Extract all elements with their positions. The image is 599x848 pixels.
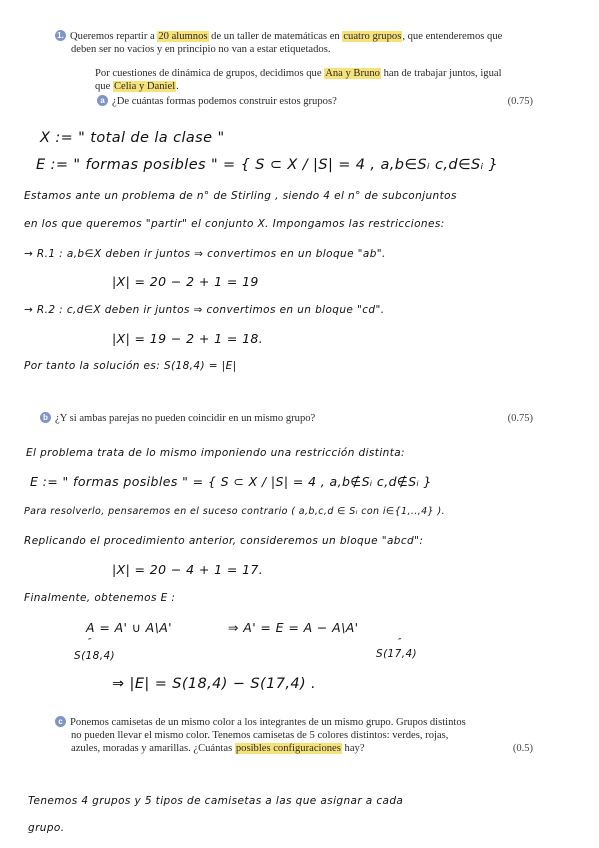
answer-b-line-1: El problema trata de lo mismo imponiendo una restricción distinta: [26,447,405,459]
answer-b-line-8a: S(18,4) [74,650,116,662]
answer-b-line-6: Finalmente, obtenemos E : [24,592,176,604]
answer-a-line-7: → R.2 : c,d∈X deben ir juntos ⇒ convertimos en un bloque "cd". [24,304,385,316]
subquestion-b-badge: b [40,412,51,423]
subquestion-a-text: ¿De cuántas formas podemos construir estos grupos? [112,96,337,107]
question-1-line-2: deben ser no vacíos y en principio no van a estar etiquetados. [71,44,331,55]
q1-text-b: de un taller de matemáticas en [208,31,343,42]
subquestion-b [40,412,315,425]
answer-b-line-8b: S(17,4) [376,648,418,660]
subquestion-a-points: (0.75) [507,96,533,107]
answer-b-line-3: Para resolverlo, pensaremos en el suceso contrario ( a,b,c,d ∈ Sᵢ con i∈{1,..,4} ). [24,506,446,517]
highlight-ana-y-bruno: Ana y Bruno [325,68,380,79]
subquestion-b-points: (0.75) [507,413,533,424]
q1-p2-text-a: Por cuestiones de dinámica de grupos, decidimos que [95,68,325,79]
answer-b-line-9: ⇒ |E| = S(18,4) − S(17,4) . [112,676,317,692]
equality-mark-left: ″ [88,637,92,648]
answer-a-line-1: X := " total de la clase " [40,130,225,146]
answer-c-line-1: Tenemos 4 grupos y 5 tipos de camisetas a las que asignar a cada [28,795,404,807]
answer-a-line-9: Por tanto la solución es: S(18,4) = |E| [24,360,237,372]
equality-mark-right: ″ [398,637,402,648]
subquestion-a-badge: a [97,95,108,106]
highlight-cuatro-grupos: cuatro grupos [343,31,402,42]
answer-a-line-8: |X| = 19 − 2 + 1 = 18. [112,331,264,346]
subquestion-c-line-1 [55,716,466,729]
answer-a-line-5: → R.1 : a,b∈X deben ir juntos ⇒ convertimos en un bloque "ab". [24,248,386,260]
question-1-paragraph-2-line-1 [95,67,545,80]
highlight-celia-y-daniel: Celia y Daniel [113,81,176,92]
subquestion-c-points: (0.5) [512,743,533,754]
q1-text-c: , que entenderemos que [402,31,503,42]
question-1-line-1 [55,30,545,43]
subquestion-a [97,95,337,108]
highlight-posibles-configuraciones: posibles configuraciones [235,743,341,754]
highlight-20-alumnos: 20 alumnos [158,31,208,42]
subquestion-c-text-3b: hay? [341,743,365,754]
answer-a-line-2: E := " formas posibles " = { S ⊂ X / |S| = 4 , a,b∈Sᵢ c,d∈Sᵢ } [36,157,499,173]
subquestion-c-text-1: Ponemos camisetas de un mismo color a los integrantes de un mismo grupo. Grupos distintos [70,717,466,728]
question-number-badge: 1. [55,30,66,41]
subquestion-c-badge: c [55,716,66,727]
answer-b-line-4: Replicando el procedimiento anterior, consideremos un bloque "abcd": [24,535,424,547]
q1-p2-text-b: han de trabajar juntos, igual [380,68,502,79]
subquestion-c-line-3 [71,742,365,755]
answer-a-line-4: en los que queremos "partir" el conjunto X. Impongamos las restricciones: [24,218,445,230]
q1-text-a: Queremos repartir a [70,31,158,42]
q1-p2-text-c: que [95,81,113,92]
answer-c-line-2: grupo. [28,822,65,834]
q1-p2-text-d: . [176,81,179,92]
subquestion-b-text: ¿Y si ambas parejas no pueden coincidir en un mismo grupo? [55,413,316,424]
answer-b-line-7a: A = A' ∪ A\A' [86,620,173,635]
subquestion-c-line-2: no pueden llevar el mismo color. Tenemos camisetas de 5 colores distintos: verdes, rojas, [71,730,449,741]
answer-a-line-3: Estamos ante un problema de n° de Stirling , siendo 4 el n° de subconjuntos [24,190,457,202]
subquestion-c-text-3a: azules, moradas y amarillas. ¿Cuántas [71,743,235,754]
question-1-paragraph-2-line-2 [95,80,179,93]
answer-b-line-2: E := " formas posibles " = { S ⊂ X / |S| = 4 , a,b∉Sᵢ c,d∉Sᵢ } [30,474,432,489]
answer-a-line-6: |X| = 20 − 2 + 1 = 19 [112,274,259,289]
answer-b-line-5: |X| = 20 − 4 + 1 = 17. [112,562,264,577]
answer-b-line-7b: ⇒ A' = E = A − A\A' [228,620,359,635]
